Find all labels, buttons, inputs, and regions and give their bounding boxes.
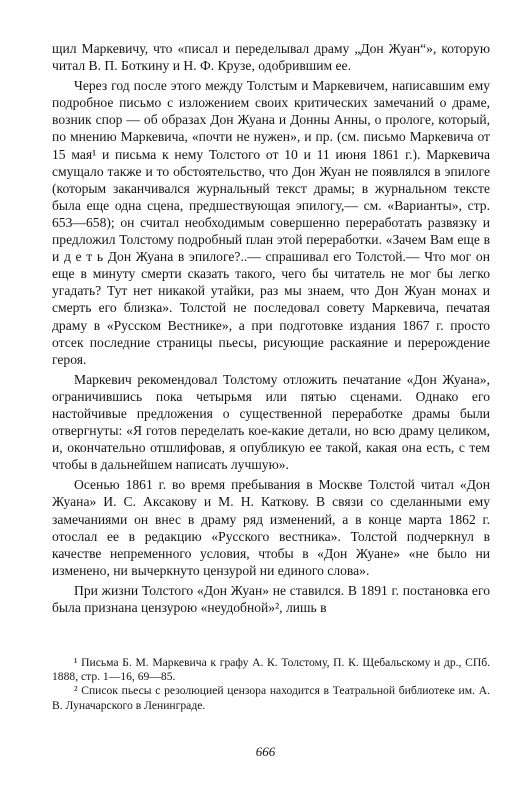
paragraph-3: Маркевич рекомендовал Толстому отложить печатание «Дон Жуана», ограничившись пока четырьмя или пятью сценами. Однако его настойчивые предложения о существенной переработке драмы были отвергнуты: «Я готов переделать кое-какие детали, но всю драму целиком, и, окончательно отшлифовав, я опубликую ее такой, какая она есть, с тем чтобы в дальнейшем написать лучшую». <box>52 371 490 473</box>
footnotes <box>52 656 490 713</box>
page-number: 666 <box>255 744 276 759</box>
main-text <box>52 40 490 619</box>
paragraph-5: При жизни Толстого «Дон Жуан» не ставился. В 1891 г. постановка его была признана цензурою «неудобной»², лишь в <box>52 582 490 615</box>
paragraph-4: Осенью 1861 г. во время пребывания в Москве Толстой читал «Дон Жуана» И. С. Аксакову и М. Н. Каткову. В связи со сделанными ему замечаниями он внес в драму ряд изменений, а в конце марта 1862 г. отослал ее в редакцию «Русского вестника». Толстой подчеркнул в качестве непременного условия, чтобы в «Дон Жуане» «не было ни изменено, ни вычеркнуто цензурой ни единого слова». <box>52 477 490 578</box>
paragraph-2: Через год после этого между Толстым и Маркевичем, написавшим ему подробное письмо с изложением своих критических замечаний о драме, возник спор — об образах Дон Жуана и Донны Анны, о прологе, который, по мнению Маркевича, «почти не нужен», и пр. (см. письмо Маркевича от 15 мая¹ и письма к нему Толстого от 10 и 11 июня 1861 г.). Маркевича смущало также и то обстоятельство, что Дон Жуан не появлялся в эпилоге (которым заканчивался журнальный текст драмы; в журнальном тексте была еще одна сцена, предшествующая эпилогу,— см. «Варианты», стр. 653—658); он считал необходимым совершенно переработать развязку и предложил Толстому подробный план этой переработки. «Зачем Вам еще в и д е т ь Дон Жуана в эпилоге?..— спрашивал его Толстой.— Что мог он еще в минуту смерти сказать такого, чего бы читатель не мог бы легко угадать? Тут нет никакой утайки, раз мы знаем, что Дон Жуан монах и смерть его близка». Толстой не последовал совету Маркевича, печатая драму в «Русском Вестнике», а при подготовке издания 1867 г. просто отсек последние страницы пьесы, рисующие раскаяние и перерождение героя. <box>52 78 490 367</box>
footnote-1: ¹ Письма Б. М. Маркевича к графу А. К. Толстому, П. К. Щебальскому и др., СПб. 1888, стр. 1—16, 69—85. <box>52 656 490 684</box>
footnote-2: ² Список пьесы с резолюцией цензора находится в Театральной библиотеке им. А. В. Луначарского в Ленинграде. <box>52 684 490 712</box>
paragraph-1: щил Маркевичу, что «писал и переделывал драму „Дон Жуан“», которую читал В. П. Боткину и Н. Ф. Крузе, одобрившим ее. <box>52 41 490 74</box>
